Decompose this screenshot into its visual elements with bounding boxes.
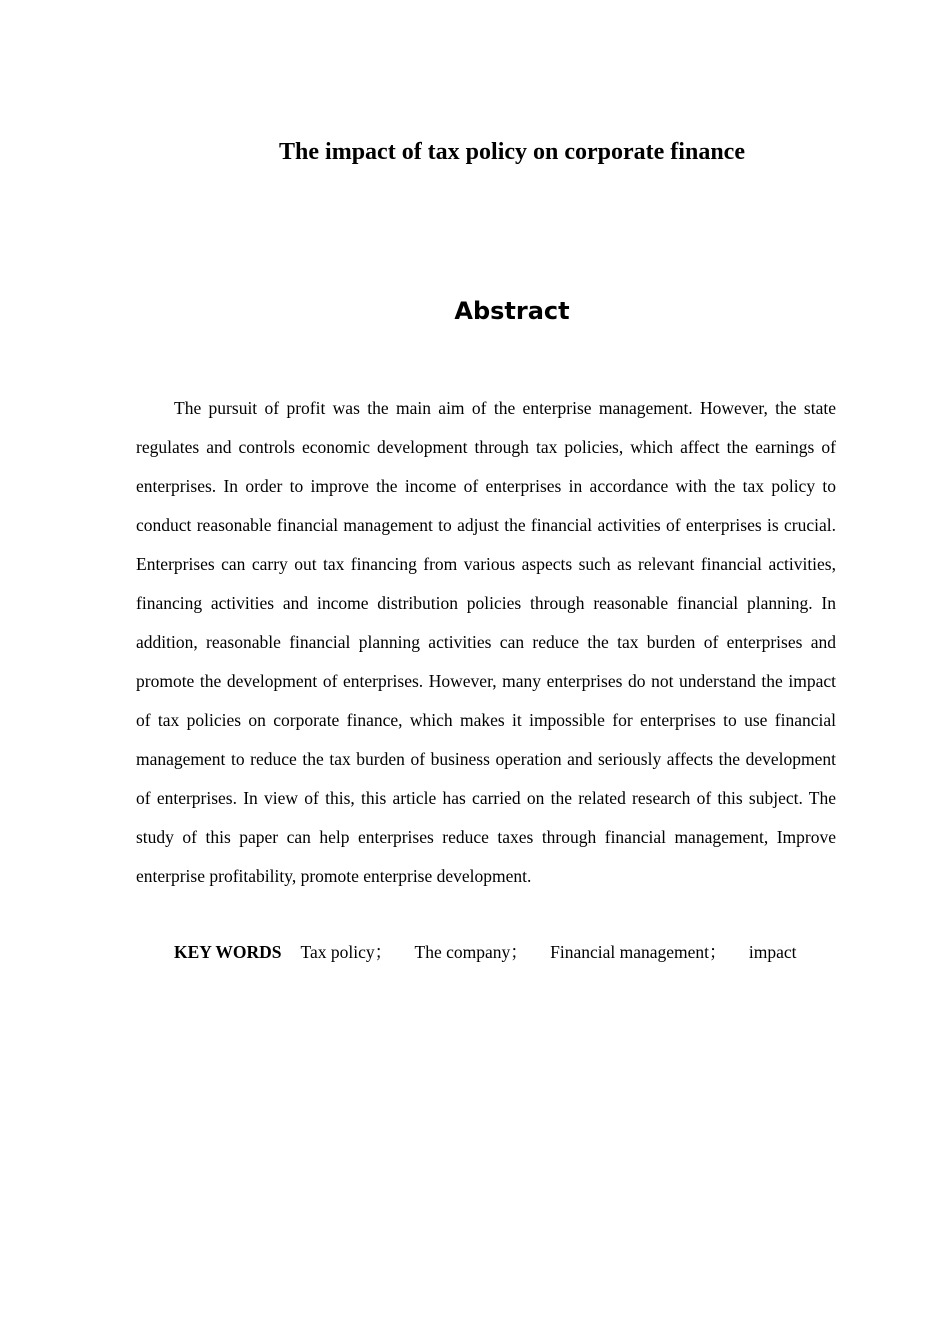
keyword-separator: ； (510, 942, 528, 962)
keyword-text: The company (414, 942, 511, 962)
keyword-item (749, 942, 797, 962)
keyword-separator: ； (709, 942, 727, 962)
keyword-separator: ； (374, 942, 393, 962)
keywords-label: KEY WORDS (174, 942, 282, 962)
keyword-text: Financial management (550, 942, 710, 962)
keyword-text: impact (748, 942, 797, 962)
keywords-line (174, 933, 854, 972)
abstract-heading: Abstract (454, 297, 570, 325)
keyword-item (550, 942, 735, 962)
keyword-item (301, 942, 401, 962)
keyword-item (415, 942, 537, 962)
abstract-body: The pursuit of profit was the main aim of the enterprise management. However, the state regulates and controls economic development through tax policies, which affect the earnings of enterprises. In order to improve the income of enterprises in accordance with the tax policy to conduct reasonable financial management to adjust the financial activities of enterprises is crucial. Enterprises can carry out tax financing from various aspects such as relevant financial activities, financing activities and income distribution policies through reasonable financial planning. In addition, reasonable financial planning activities can reduce the tax burden of enterprises and promote the development of enterprises. However, many enterprises do not understand the impact of tax policies on corporate finance, which makes it impossible for enterprises to use financial management to reduce the tax burden of business operation and seriously affects the development of enterprises. In view of this, this article has carried on the related research of this subject. The study of this paper can help enterprises reduce taxes through financial management, Improve enterprise profitability, promote enterprise development. (136, 398, 836, 886)
paper-title: The impact of tax policy on corporate finance (279, 139, 745, 165)
keyword-text: Tax policy (300, 942, 375, 962)
